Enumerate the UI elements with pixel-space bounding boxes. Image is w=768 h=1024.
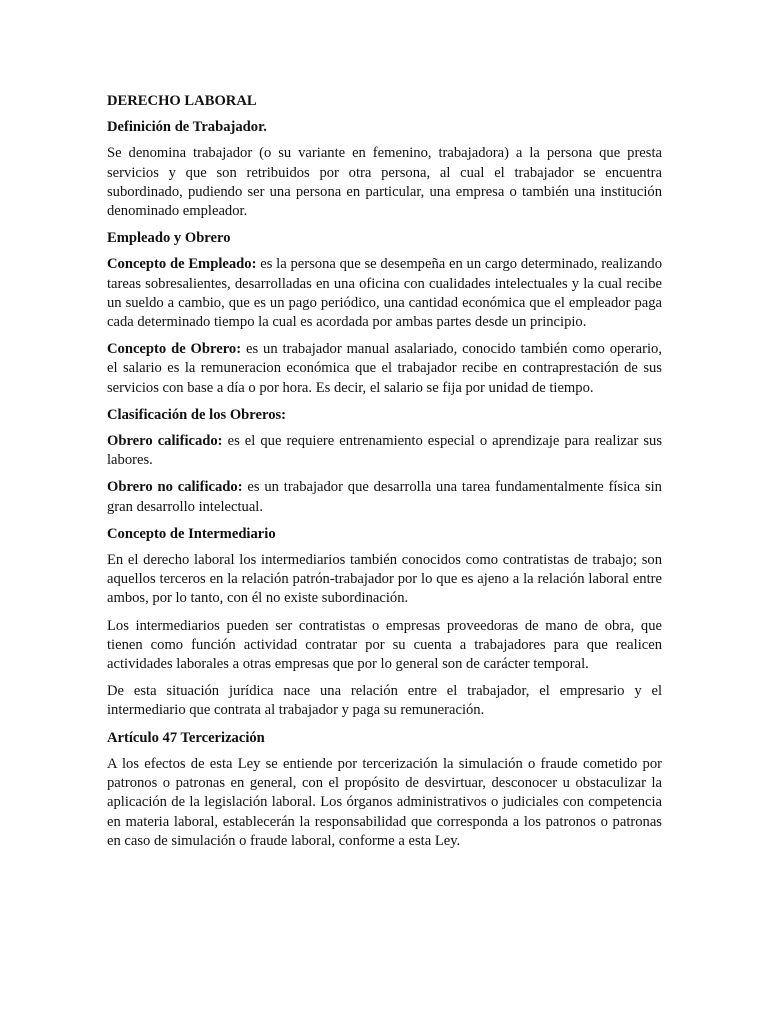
paragraph <box>107 478 662 516</box>
paragraph <box>107 755 662 851</box>
document-page <box>107 92 662 859</box>
paragraph <box>107 340 662 398</box>
paragraph-text: A los efectos de esta Ley se entiende por tercerización la simulación o fraude cometido por patronos o patronas en general, con el propósito de desvirtuar, desconocer u obstaculizar la aplicación de la legislación laboral. Los órganos administrativos o judiciales con competencia en materia laboral, establecerán la responsabilidad que corresponda a los patronos o patronas en caso de simulación o fraude laboral, conforme a esta Ley. <box>107 755 662 849</box>
paragraph-text: es un trabajador manual asalariado, conocido también como operario, el salario es la remuneracion económica que el trabajador recibe en contraprestación de sus servicios con base a día o por hora. Es decir, el salario se fija por unidad de tiempo. <box>107 341 662 396</box>
section-heading: Definición de Trabajador. <box>107 119 267 136</box>
paragraph-text: De esta situación jurídica nace una relación entre el trabajador, el empresario y el intermediario que contrata al trabajador y paga su remuneración. <box>107 683 662 719</box>
paragraph <box>107 682 662 720</box>
paragraph-text: es un trabajador que desarrolla una tarea fundamentalmente física sin gran desarrollo intelectual. <box>107 479 662 515</box>
paragraph <box>107 144 662 221</box>
paragraph-text: es el que requiere entrenamiento especial o aprendizaje para realizar sus labores. <box>107 433 662 469</box>
paragraph-term: Obrero no calificado: <box>107 479 243 496</box>
paragraph-text: En el derecho laboral los intermediarios también conocidos como contratistas de trabajo; son aquellos terceros en la relación patrón-trabajador por lo que es ajeno a la relación laboral entre ambos, por lo tanto, con él no existe subordinación. <box>107 552 662 607</box>
paragraph-term: Obrero calificado: <box>107 433 223 450</box>
paragraph-text: Los intermediarios pueden ser contratistas o empresas proveedoras de mano de obra, que tienen como función actividad contratar por su cuenta a trabajadores para que realicen actividades laborales a otras empresas que por lo general son de carácter temporal. <box>107 617 662 673</box>
section-heading: Clasificación de los Obreros: <box>107 406 287 423</box>
section-heading: Empleado y Obrero <box>107 230 231 247</box>
section-heading: Concepto de Intermediario <box>107 525 276 542</box>
section-heading: Artículo 47 Tercerización <box>107 729 265 746</box>
paragraph <box>107 551 662 609</box>
paragraph-term: Concepto de Empleado: <box>107 256 257 273</box>
paragraph <box>107 617 662 675</box>
paragraph-term: Concepto de Obrero: <box>107 341 242 358</box>
paragraph-text: es la persona que se desempeña en un cargo determinado, realizando tareas sobresalientes, desarrolladas en una oficina con cualidades intelectuales y la cual recibe un sueldo a cambio, que es un pago periódico, una cantidad económica que el empleador paga cada determinado tiempo la cual es acordada por ambas partes desde un principio. <box>107 256 662 331</box>
paragraph-text: Se denomina trabajador (o su variante en femenino, trabajadora) a la persona que presta servicios y que son retribuidos por otra persona, al cual el trabajador se encuentra subordinado, pudiendo ser una persona en particular, una empresa o también una institución denominado empleador. <box>107 145 662 220</box>
paragraph <box>107 432 662 470</box>
paragraph <box>107 255 662 332</box>
document-title: DERECHO LABORAL <box>107 93 257 109</box>
